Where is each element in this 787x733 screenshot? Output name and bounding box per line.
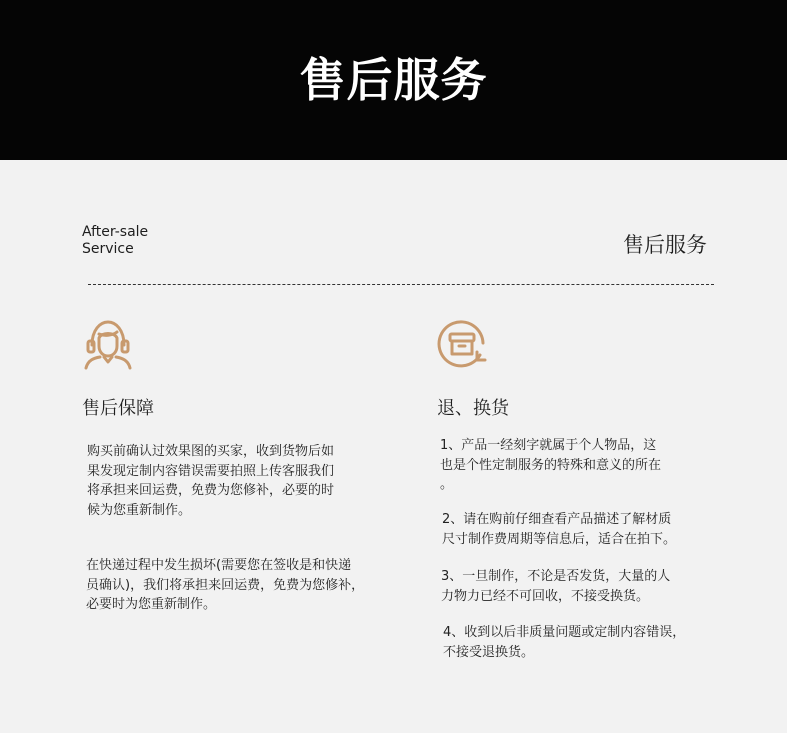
text-line: 也是个性定制服务的特殊和意义的所在 bbox=[440, 457, 662, 473]
text-line: 必要时为您重新制作。 bbox=[86, 597, 217, 612]
return-item-4 bbox=[443, 623, 685, 662]
return-exchange-title: 退、换货 bbox=[437, 398, 509, 419]
after-sale-guarantee-title: 售后保障 bbox=[82, 398, 154, 419]
text-line: 候为您重新制作。 bbox=[87, 502, 192, 518]
guarantee-paragraph-1 bbox=[87, 442, 334, 520]
section-heading: 售后服务 bbox=[623, 233, 707, 257]
text-line: 3、一旦制作，不论是否发货，大量的人 bbox=[441, 569, 671, 584]
text-line: 4、收到以后非质量问题或定制内容错误， bbox=[443, 625, 686, 640]
dashed-divider bbox=[88, 284, 714, 285]
text-line: 2、请在购前仔细查看产品描述了解材质 bbox=[442, 512, 672, 527]
text-line: 员确认)，我们将承担来回运费，免费为您修补， bbox=[86, 577, 365, 593]
text-line: 购买前确认过效果图的买家，收到货物后如 bbox=[87, 444, 335, 459]
return-item-1 bbox=[440, 436, 661, 495]
page-title: 售后服务 bbox=[299, 53, 488, 107]
english-title bbox=[82, 224, 148, 258]
package-box-icon bbox=[436, 319, 488, 371]
return-item-3 bbox=[441, 567, 670, 606]
text-line: 1、产品一经刻字就属于个人物品，这 bbox=[440, 438, 657, 453]
text-line: 将承担来回运费，免费为您修补，必要的时 bbox=[87, 483, 335, 498]
text-line: 果发现定制内容错误需要拍照上传客服我们 bbox=[87, 463, 335, 479]
text-line: 在快递过程中发生损坏(需要您在签收是和快递 bbox=[86, 558, 352, 573]
english-title-line1: After-sale bbox=[82, 224, 149, 240]
text-line: 。 bbox=[440, 477, 454, 492]
headset-user-icon bbox=[82, 318, 134, 370]
guarantee-paragraph-2 bbox=[86, 556, 364, 615]
text-line: 尺寸制作费周期等信息后，适合在拍下。 bbox=[442, 531, 677, 547]
header-banner bbox=[0, 0, 787, 160]
text-line: 力物力已经不可回收，不接受换货。 bbox=[441, 588, 650, 604]
return-item-2 bbox=[442, 510, 676, 549]
text-line: 不接受退换货。 bbox=[443, 644, 535, 660]
english-title-line2: Service bbox=[82, 241, 134, 257]
